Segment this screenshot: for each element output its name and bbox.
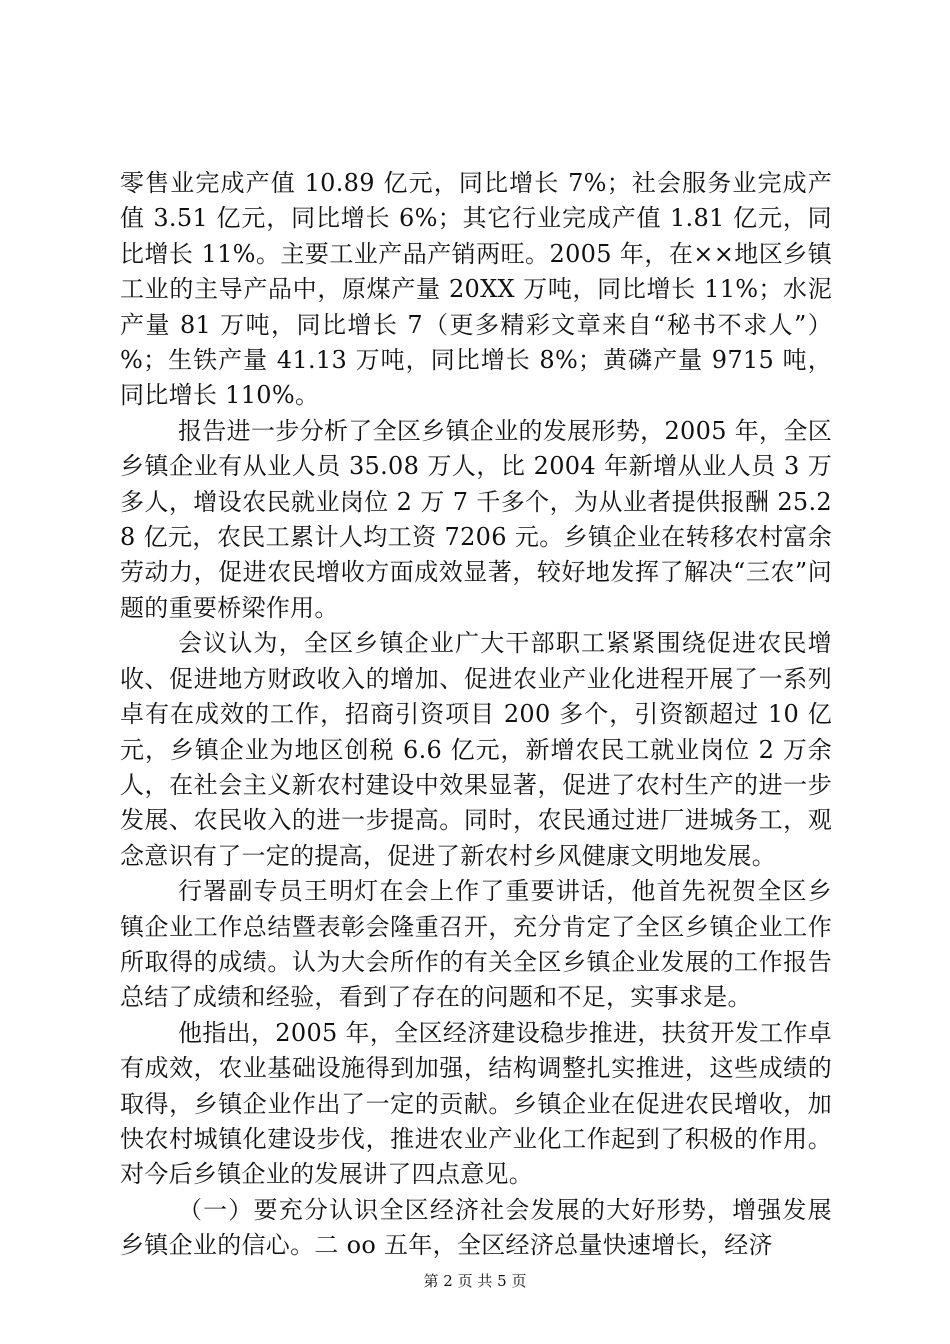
paragraph-speech: 行署副专员王明灯在会上作了重要讲话，他首先祝贺全区乡镇企业工作总结暨表彰会隆重召开，充分肯定了全区乡镇企业工作所取得的成绩。认为大会所作的有关全区乡镇企业发展的工作报告总结了成绩和经验，看到了存在的问题和不足，实事求是。: [120, 877, 832, 1012]
paragraph-meeting-view: 会议认为，全区乡镇企业广大干部职工紧紧围绕促进农民增收、促进地方财政收入的增加、促进农业产业化进程开展了一系列卓有在成效的工作，招商引资项目 200 多个，引资额超过 10 亿元，乡镇企业为地区创税 6.6 亿元，新增农民工就业岗位 2 万余人，在社会主义新农村建设中效果显著，促进了农村生产的进一步发展、农民收入的进一步提高。同时，农民通过进厂进城务工，观念意识有了一定的提高，促进了新农村乡风健康文明地发展。: [120, 629, 832, 870]
page-number-footer: 第 2 页 共 5 页: [423, 1272, 527, 1290]
document-body: [120, 166, 832, 1264]
paragraph-report-analysis: 报告进一步分析了全区乡镇企业的发展形势，2005 年，全区乡镇企业有从业人员 35.08 万人，比 2004 年新增从业人员 3 万多人，增设农民就业岗位 2 万 7 千多个，为从业者提供报酬 25.28 亿元，农民工累计人均工资 7206 元。乡镇企业在转移农村富余劳动力，促进农民增收方面成效显著，较好地发挥了解决“三农”问题的重要桥梁作用。: [120, 416, 832, 622]
paragraph-he-pointed-out: 他指出，2005 年，全区经济建设稳步推进，扶贫开发工作卓有成效，农业基础设施得到加强，结构调整扎实推进，这些成绩的取得，乡镇企业作出了一定的贡献。乡镇企业在促进农民增收，加快农村城镇化建设步伐，推进农业产业化工作起到了积极的作用。对今后乡镇企业的发展讲了四点意见。: [120, 1018, 832, 1189]
paragraph-continuation: 零售业完成产值 10.89 亿元，同比增长 7%；社会服务业完成产值 3.51 亿元，同比增长 6%；其它行业完成产值 1.81 亿元，同比增长 11%。主要工业产品产销两旺。2005 年，在××地区乡镇工业的主导产品中，原煤产量 20XX 万吨，同比增长 11%；水泥产量 81 万吨，同比增长 7（更多精彩文章来自“秘书不求人”）%；生铁产量 41.13 万吨，同比增长 8%；黄磷产量 9715 吨，同比增长 110%。: [120, 169, 832, 410]
paragraph-point-one: （一）要充分认识全区经济社会发展的大好形势，增强发展乡镇企业的信心。二 oo 五年，全区经济总量快速增长，经济: [120, 1195, 832, 1260]
